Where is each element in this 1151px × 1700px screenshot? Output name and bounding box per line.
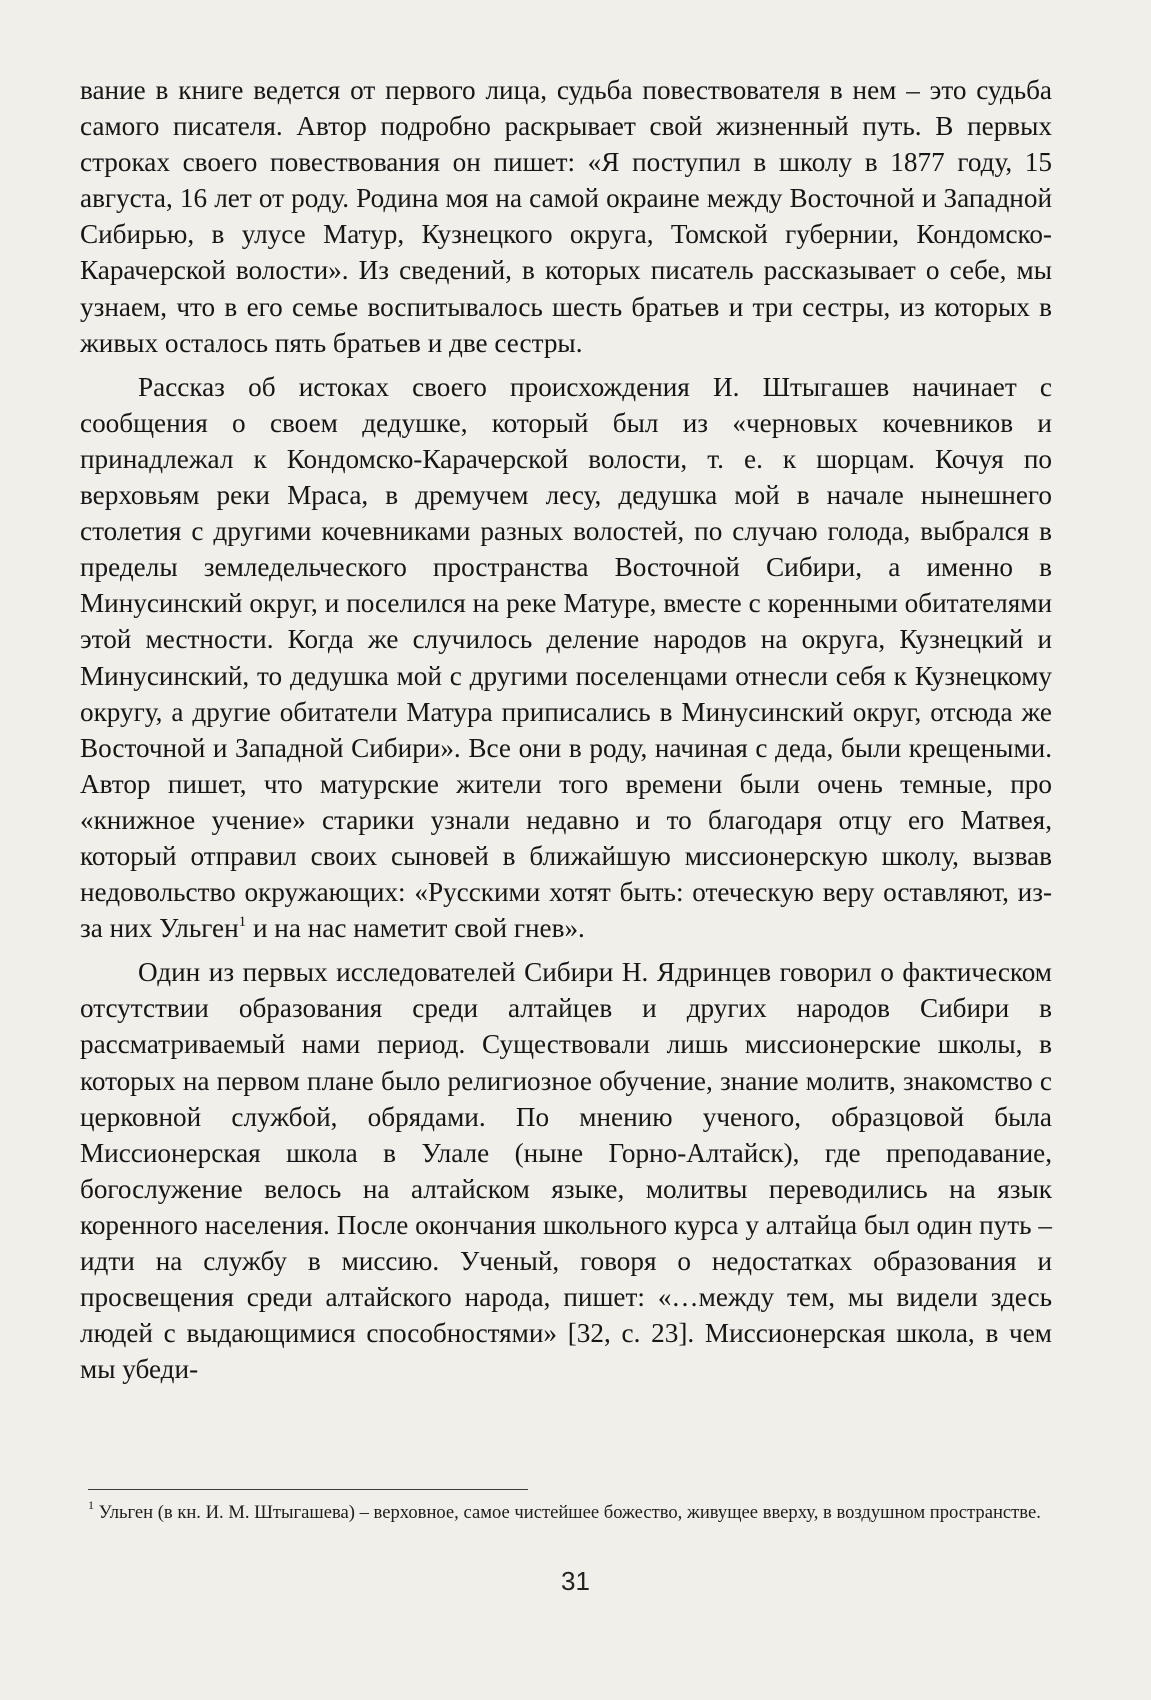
paragraph-2 bbox=[80, 369, 1052, 947]
footnote-marker: 1 bbox=[88, 1498, 94, 1512]
paragraph-3: Один из первых исследователей Сибири Н. Ядринцев говорил о фактическом отсутствии образования среди алтайцев и других народов Сибири в рассматриваемый нами период. Существовали лишь миссионерские школы, в которых на первом плане было религиозное обучение, знание молитв, знакомство с церковной службой, обрядами. По мнению ученого, образцовой была Миссионерская школа в Улале (ныне Горно-Алтайск), где преподавание, богослужение велось на алтайском языке, молитвы переводились на язык коренного населения. После окончания школьного курса у алтайца был один путь – идти на службу в миссию. Ученый, говоря о недостатках образования и просвещения среди алтайского народа, пишет: «…между тем, мы видели здесь людей с выдающимися способностями» [32, с. 23]. Миссионерская школа, в чем мы убеди- bbox=[80, 957, 1052, 1385]
page-number: 31 bbox=[561, 1566, 590, 1596]
paragraph-1: вание в книге ведется от первого лица, судьба повествователя в нем – это судьба самого писателя. Автор подробно раскрывает свой жизненный путь. В первых строках своего повествования он пишет: «Я поступил в школу в 1877 году, 15 августа, 16 лет от роду. Родина моя на самой окраине между Восточной и Западной Сибирью, в улусе Матур, Кузнецкого округа, Томской губернии, Кондомско-Карачерской волости». Из сведений, в которых писатель рассказывает о себе, мы узнаем, что в его семье воспитывалось шесть братьев и три сестры, из которых в живых осталось пять братьев и две сестры. bbox=[80, 75, 1052, 358]
paragraph-2-text: Рассказ об истоках своего происхождения И. Штыгашев начинает с сообщения о своем дедушке, который был из «черновых кочевников и принадлежал к Кондомско-Карачерской волости, т. е. к шорцам. Кочуя по верховьям реки Мраса, в дремучем лесу, дедушка мой в начале нынешнего столетия с другими кочевниками разных волостей, по случаю голода, выбрался в пределы земледельческого пространства Восточной Сибири, а именно в Минусинский округ, и поселился на реке Матуре, вместе с коренными обитателями этой местности. Когда же случилось деление народов на округа, Кузнецкий и Минусинский, то дедушка мой с другими поселенцами отнесли себя к Кузнецкому округу, а другие обитатели Матура приписались в Минусинский округ, отсюда же Восточной и Западной Сибири». Все они в роду, начиная с деда, были крещеными. Автор пишет, что матурские жители того времени были очень темные, про «книжное учение» старики узнали недавно и то благодаря отцу его Матвея, который отправил своих сыновей в ближайшую миссионерскую школу, вызвав недовольство окружающих: «Русскими хотят быть: отеческую веру оставляют, из-за них Ульген bbox=[80, 371, 1052, 944]
footnote-reference: 1 bbox=[238, 913, 247, 930]
paragraph-2-ending: и на нас наметит свой гнев». bbox=[246, 913, 585, 944]
main-text bbox=[80, 72, 1052, 1387]
footnote bbox=[88, 1500, 1064, 1526]
footnote-text: Ульген (в кн. И. М. Штыгашева) – верховное, самое чистейшее божество, живущее вверху, в воздушном пространстве. bbox=[94, 1502, 1041, 1523]
footnote-divider bbox=[88, 1489, 528, 1490]
